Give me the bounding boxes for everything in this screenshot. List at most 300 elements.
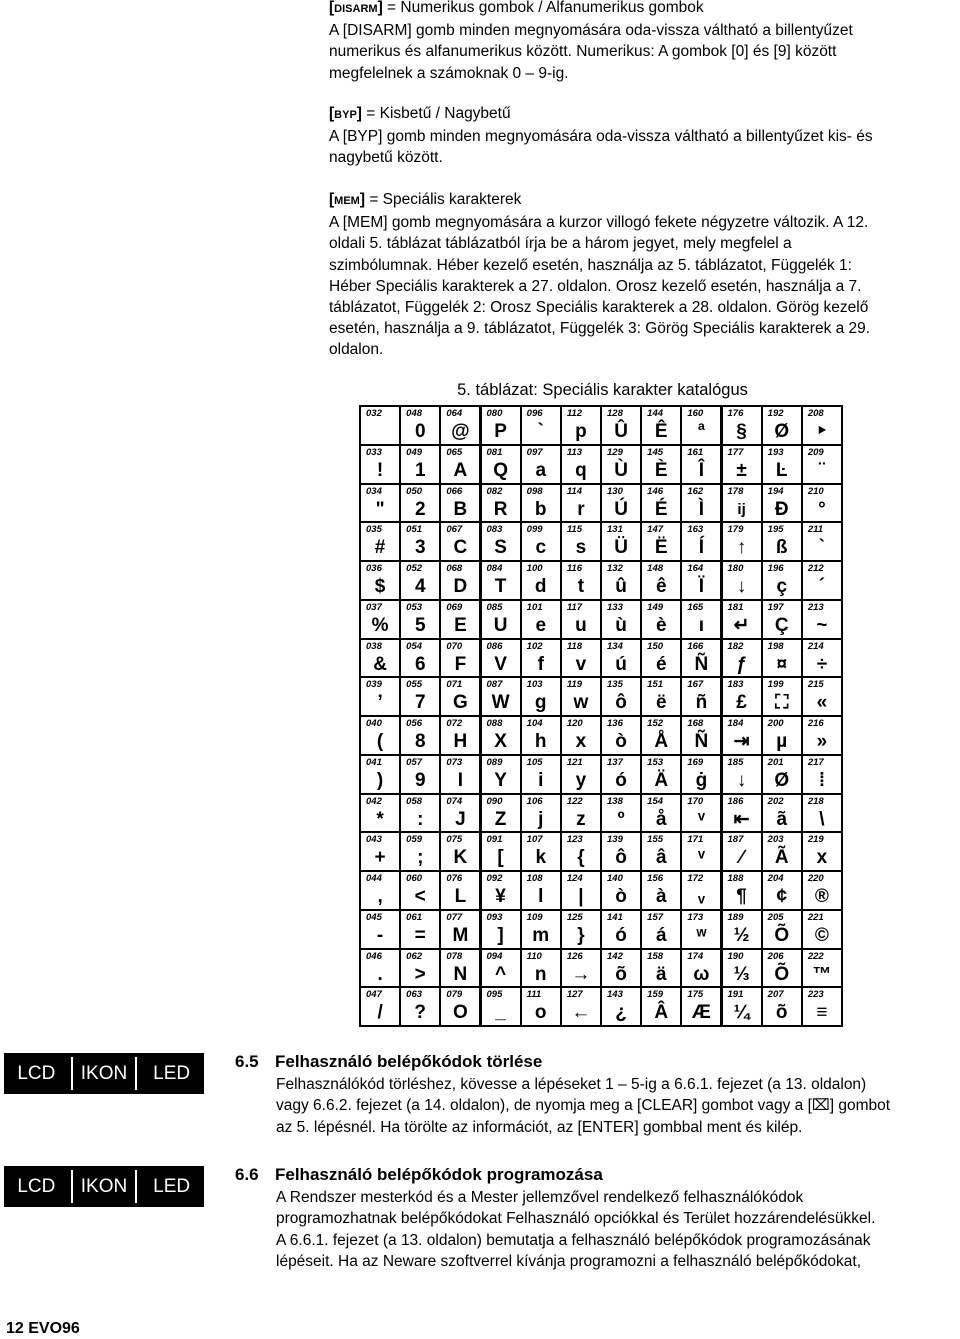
char-code: 057: [406, 756, 423, 768]
char-code: 122: [566, 795, 583, 807]
char-glyph: ): [376, 769, 384, 791]
char-glyph: ω: [693, 963, 710, 985]
char-code: 045: [366, 911, 382, 923]
char-glyph: Z: [494, 808, 507, 830]
char-cell-097: [522, 446, 560, 483]
char-cell-057: [401, 756, 439, 793]
char-cell-181: [723, 601, 761, 638]
char-cell-138: [602, 795, 640, 832]
char-code: 163: [687, 524, 704, 536]
char-glyph: Û: [614, 421, 628, 442]
char-cell-058: [401, 795, 439, 832]
char-cell-173: [682, 911, 720, 948]
char-code: 171: [687, 834, 704, 846]
char-code: 205: [767, 911, 784, 923]
char-cell-072: [441, 717, 479, 754]
char-glyph: ó: [615, 924, 627, 946]
char-cell-208: [803, 407, 841, 444]
char-glyph: §: [736, 421, 747, 442]
char-glyph: è: [655, 614, 667, 636]
char-cell-043: [361, 833, 399, 870]
char-cell-204: [763, 872, 801, 909]
char-glyph: v: [575, 653, 587, 675]
char-glyph: Î: [698, 459, 705, 481]
char-glyph: G: [453, 692, 468, 714]
char-cell-032: [361, 407, 399, 444]
char-cell-219: [803, 833, 841, 870]
char-glyph: Ñ: [694, 731, 709, 752]
char-glyph: Ñ: [694, 653, 709, 675]
char-glyph: Ø: [774, 769, 790, 791]
char-cell-184: [723, 717, 761, 754]
char-cell-076: [441, 872, 479, 909]
char-glyph: +: [374, 847, 386, 869]
char-glyph: ⁞: [818, 769, 826, 791]
char-cell-150: [642, 640, 680, 677]
mem-paragraph: [329, 189, 949, 361]
char-glyph: (: [376, 731, 384, 752]
char-code: 107: [526, 834, 543, 846]
section-6-5-body: [276, 1074, 958, 1138]
char-code: 201: [767, 756, 784, 768]
char-glyph: Ï: [698, 576, 705, 597]
char-glyph: {: [577, 847, 585, 869]
body-line: nagybetű között.: [329, 149, 443, 167]
char-code: 179: [727, 524, 744, 536]
char-code: 206: [767, 950, 784, 962]
char-cell-102: [522, 640, 560, 677]
char-glyph: -: [376, 924, 384, 946]
char-cell-214: [803, 640, 841, 677]
char-glyph: ù: [615, 614, 627, 636]
char-cell-074: [441, 795, 479, 832]
char-code: 139: [607, 834, 623, 846]
char-cell-116: [562, 562, 600, 599]
char-glyph: x: [816, 847, 828, 869]
char-cell-210: [803, 485, 841, 522]
char-glyph: a: [535, 459, 547, 481]
char-glyph: Q: [493, 459, 508, 481]
char-glyph: ñ: [695, 692, 708, 714]
char-glyph: ⇤: [733, 808, 750, 830]
char-glyph: µ: [776, 731, 788, 752]
char-cell-183: [723, 678, 761, 715]
char-cell-146: [642, 485, 680, 522]
char-code: 152: [647, 718, 664, 729]
char-code: 190: [727, 950, 744, 962]
char-glyph: f: [537, 653, 544, 675]
lcd-ikon-led-badge: [4, 1166, 204, 1207]
char-glyph: C: [453, 537, 468, 559]
char-glyph: .: [377, 963, 383, 985]
char-code: 129: [607, 446, 623, 458]
char-cell-149: [642, 601, 680, 638]
char-glyph: `: [537, 421, 544, 442]
char-code: 085: [486, 601, 503, 613]
char-glyph: U: [493, 614, 508, 636]
char-code: 106: [526, 795, 543, 807]
char-code: 222: [807, 950, 824, 962]
char-code: 058: [406, 795, 423, 807]
char-glyph: P: [494, 421, 507, 442]
char-code: 131: [607, 524, 623, 536]
char-cell-090: [482, 795, 520, 832]
char-cell-178: [723, 485, 761, 522]
disarm-paragraph: [329, 0, 949, 84]
char-glyph: z: [576, 808, 586, 830]
char-cell-157: [642, 911, 680, 948]
char-code: 092: [486, 873, 503, 884]
char-cell-174: [682, 950, 720, 987]
char-glyph: ¢: [776, 886, 788, 907]
char-glyph: È: [654, 459, 668, 481]
char-cell-056: [401, 717, 439, 754]
char-cell-051: [401, 523, 439, 560]
char-code: 065: [446, 446, 463, 458]
char-code: 203: [767, 834, 784, 846]
char-cell-118: [562, 640, 600, 677]
char-glyph: ±: [736, 459, 747, 481]
body-line: A [DISARM] gomb minden megnyomására oda-vissza váltható a billentyűzet: [329, 22, 853, 40]
char-code: 042: [366, 795, 382, 807]
char-glyph: Ä: [654, 769, 669, 791]
char-glyph: ½: [733, 924, 750, 946]
char-glyph: ª: [697, 421, 705, 442]
char-cell-050: [401, 485, 439, 522]
char-cell-212: [803, 562, 841, 599]
char-cell-046: [361, 950, 399, 987]
char-code: 078: [446, 950, 463, 962]
char-cell-078: [441, 950, 479, 987]
char-cell-126: [562, 950, 600, 987]
char-code: 183: [727, 679, 744, 691]
char-code: 032: [366, 408, 382, 419]
char-code: 127: [566, 989, 583, 1001]
char-code: 047: [366, 989, 382, 1001]
char-cell-111: [522, 988, 560, 1025]
char-glyph: ¨: [818, 459, 826, 481]
char-cell-216: [803, 717, 841, 754]
char-glyph: £: [736, 692, 747, 714]
char-code: 067: [446, 524, 463, 536]
char-code: 066: [446, 485, 463, 497]
char-glyph: «: [816, 692, 828, 714]
char-code: 038: [366, 640, 382, 652]
char-glyph: ᵛ: [697, 808, 705, 830]
char-cell-203: [763, 833, 801, 870]
char-glyph: ∕: [739, 847, 744, 869]
char-code: 153: [647, 756, 664, 768]
char-cell-070: [441, 640, 479, 677]
char-glyph: s: [575, 537, 587, 559]
char-glyph: X: [494, 731, 507, 752]
body-line: táblázatot, Függelék 2: Orosz Speciális karakterek a 28. oldalon. Görög kezelő: [329, 299, 869, 317]
body-line: szimbólumnak. Héber kezelő esetén, használja az 5. táblázatot, Függelék 1:: [329, 256, 852, 274]
char-code: 116: [566, 563, 582, 574]
char-cell-117: [562, 601, 600, 638]
char-code: 166: [687, 640, 704, 652]
char-cell-188: [723, 872, 761, 909]
body-line: esetén, használja a 9. táblázatot, Függelék 3: Görög Speciális karakterek a 29.: [329, 320, 871, 338]
char-code: 130: [607, 485, 623, 497]
char-glyph: d: [534, 576, 547, 597]
char-glyph: K: [453, 847, 468, 869]
char-glyph: û: [615, 576, 627, 597]
char-code: 084: [486, 563, 503, 574]
char-code: 184: [727, 718, 744, 729]
char-cell-159: [642, 988, 680, 1025]
char-code: 037: [366, 601, 382, 613]
char-code: 167: [687, 679, 704, 691]
char-code: 059: [406, 834, 423, 846]
char-code: 192: [767, 408, 784, 419]
char-code: 080: [486, 408, 503, 419]
char-code: 090: [486, 795, 503, 807]
char-cell-108: [522, 872, 560, 909]
body-line: az 5. lépésnél. Ha törölte az információt, az [ENTER] gombbal ment és kilép.: [276, 1118, 803, 1136]
char-glyph: [: [497, 847, 504, 869]
char-code: 095: [486, 989, 503, 1001]
char-code: 140: [607, 873, 623, 884]
char-code: 073: [446, 756, 463, 768]
char-code: 211: [807, 524, 823, 536]
char-code: 195: [767, 524, 784, 536]
char-cell-081: [482, 446, 520, 483]
char-glyph: ı: [698, 614, 705, 636]
char-glyph: 3: [414, 537, 426, 559]
char-glyph: /: [377, 1002, 383, 1024]
char-glyph: }: [577, 924, 585, 946]
char-code: 221: [807, 911, 824, 923]
byp-paragraph: [329, 103, 949, 169]
char-cell-080: [482, 407, 520, 444]
char-code: 145: [647, 446, 664, 458]
char-cell-101: [522, 601, 560, 638]
char-code: 164: [687, 563, 704, 574]
body-line: lépéseit. Ha az Neware szoftverrel kívánja programozni a felhasználó belépőkódokat,: [276, 1252, 862, 1270]
char-code: 061: [406, 911, 423, 923]
char-cell-148: [642, 562, 680, 599]
char-glyph: á: [655, 924, 667, 946]
char-code: 157: [647, 911, 664, 923]
char-glyph: ú: [615, 653, 627, 675]
char-code: 212: [807, 563, 824, 574]
char-code: 102: [526, 640, 543, 652]
char-code: 199: [767, 679, 784, 691]
body-line: oldalon.: [329, 341, 384, 359]
section-6-6-title: 6.6 Felhasználó belépőkódok programozása: [235, 1165, 603, 1184]
char-code: 220: [807, 873, 824, 884]
char-glyph: à: [655, 886, 667, 907]
char-glyph: S: [494, 537, 507, 559]
char-cell-166: [682, 640, 720, 677]
char-code: 134: [607, 640, 623, 652]
char-cell-125: [562, 911, 600, 948]
char-code: 198: [767, 640, 784, 652]
char-cell-218: [803, 795, 841, 832]
char-glyph: T: [494, 576, 507, 597]
char-code: 175: [687, 989, 704, 1001]
char-cell-083: [482, 523, 520, 560]
char-code: 217: [807, 756, 824, 768]
char-code: 204: [767, 873, 784, 884]
char-code: 051: [406, 524, 423, 536]
char-glyph: ä: [655, 963, 667, 985]
char-glyph: º: [617, 808, 625, 830]
char-cell-095: [482, 988, 520, 1025]
char-cell-037: [361, 601, 399, 638]
char-cell-209: [803, 446, 841, 483]
char-glyph: Ŀ: [775, 459, 788, 481]
lcd-ikon-led-badge: [4, 1053, 204, 1094]
char-glyph: m: [532, 924, 550, 946]
char-glyph: ¤: [776, 653, 788, 675]
char-glyph: ↓: [736, 769, 747, 791]
char-glyph: ⅓: [733, 963, 750, 985]
char-code: 177: [727, 446, 744, 458]
badge-lcd: LCD: [17, 1063, 56, 1084]
char-glyph: l: [538, 886, 544, 907]
char-code: 069: [446, 601, 463, 613]
char-cell-134: [602, 640, 640, 677]
char-glyph: i: [538, 769, 544, 791]
char-cell-131: [602, 523, 640, 560]
char-cell-033: [361, 446, 399, 483]
char-glyph: ß: [775, 537, 788, 559]
char-cell-060: [401, 872, 439, 909]
char-glyph: ~: [816, 614, 828, 636]
char-glyph: ?: [414, 1002, 427, 1024]
char-cell-196: [763, 562, 801, 599]
char-cell-065: [441, 446, 479, 483]
char-code: 112: [566, 408, 582, 419]
char-code: 219: [807, 834, 824, 846]
char-code: 200: [767, 718, 784, 729]
char-glyph: A: [453, 459, 468, 481]
char-code: 215: [807, 679, 824, 691]
char-cell-067: [441, 523, 479, 560]
char-code: 178: [727, 485, 744, 497]
char-code: 120: [566, 718, 583, 729]
disarm-heading: [DISARM] = Numerikus gombok / Alfanumerikus gombok: [329, 0, 704, 16]
char-code: 168: [687, 718, 704, 729]
char-glyph: M: [452, 924, 469, 946]
char-cell-077: [441, 911, 479, 948]
char-code: 074: [446, 795, 463, 807]
char-glyph: O: [453, 1002, 468, 1024]
char-glyph: t: [577, 576, 585, 597]
char-code: 105: [526, 756, 543, 768]
char-cell-136: [602, 717, 640, 754]
char-code: 158: [647, 950, 664, 962]
char-glyph: Å: [654, 731, 669, 752]
char-glyph: ←: [571, 1002, 591, 1024]
char-glyph: ë: [655, 692, 667, 714]
char-cell-041: [361, 756, 399, 793]
char-glyph: !: [376, 459, 384, 481]
char-cell-158: [642, 950, 680, 987]
char-code: 033: [366, 446, 382, 458]
char-glyph: 5: [414, 614, 426, 636]
special-character-table: [359, 405, 843, 1027]
char-code: 108: [526, 873, 543, 884]
char-cell-220: [803, 872, 841, 909]
char-glyph: ¿: [615, 1002, 627, 1024]
char-code: 142: [607, 950, 623, 962]
char-cell-139: [602, 833, 640, 870]
char-cell-064: [441, 407, 479, 444]
char-glyph: Ü: [614, 537, 628, 559]
char-cell-160: [682, 407, 720, 444]
char-glyph: `: [818, 537, 826, 559]
char-cell-096: [522, 407, 560, 444]
char-glyph: ⇥: [733, 731, 750, 752]
char-code: 036: [366, 563, 382, 574]
char-code: 071: [446, 679, 463, 691]
char-code: 103: [526, 679, 543, 691]
char-code: 056: [406, 718, 423, 729]
char-code: 053: [406, 601, 423, 613]
char-glyph: ,: [377, 886, 383, 907]
char-cell-186: [723, 795, 761, 832]
char-glyph: 2: [414, 498, 426, 520]
char-cell-162: [682, 485, 720, 522]
char-code: 136: [607, 718, 623, 729]
char-code: 193: [767, 446, 784, 458]
char-cell-154: [642, 795, 680, 832]
char-glyph: Ê: [654, 421, 668, 442]
char-cell-194: [763, 485, 801, 522]
char-cell-179: [723, 523, 761, 560]
char-code: 117: [566, 601, 582, 613]
char-code: 191: [727, 989, 744, 1001]
char-cell-193: [763, 446, 801, 483]
char-cell-115: [562, 523, 600, 560]
char-code: 176: [727, 408, 744, 419]
char-cell-052: [401, 562, 439, 599]
char-code: 197: [767, 601, 784, 613]
char-code: 091: [486, 834, 503, 846]
char-code: 041: [366, 756, 382, 768]
char-glyph: ↵: [733, 614, 750, 636]
char-glyph: >: [414, 963, 426, 985]
body-line: programozhatnak belépőkódokat Felhasználó opciókkal és Terület hozzárendelésükkel.: [276, 1210, 876, 1228]
char-code: 132: [607, 563, 623, 574]
char-code: 223: [807, 989, 824, 1001]
char-glyph: é: [655, 653, 667, 675]
char-cell-054: [401, 640, 439, 677]
char-cell-103: [522, 678, 560, 715]
char-cell-135: [602, 678, 640, 715]
char-glyph: ↑: [736, 537, 747, 559]
char-cell-145: [642, 446, 680, 483]
char-cell-201: [763, 756, 801, 793]
char-glyph: ¥: [495, 886, 506, 907]
char-cell-113: [562, 446, 600, 483]
char-cell-207: [763, 988, 801, 1025]
char-glyph: →: [571, 963, 591, 985]
char-cell-180: [723, 562, 761, 599]
char-code: 209: [807, 446, 824, 458]
char-glyph: ᵛ: [697, 847, 705, 869]
char-cell-176: [723, 407, 761, 444]
char-code: 146: [647, 485, 664, 497]
char-cell-130: [602, 485, 640, 522]
char-cell-110: [522, 950, 560, 987]
badge-ikon: IKON: [71, 1057, 137, 1090]
char-cell-161: [682, 446, 720, 483]
char-glyph: ij: [737, 500, 746, 518]
